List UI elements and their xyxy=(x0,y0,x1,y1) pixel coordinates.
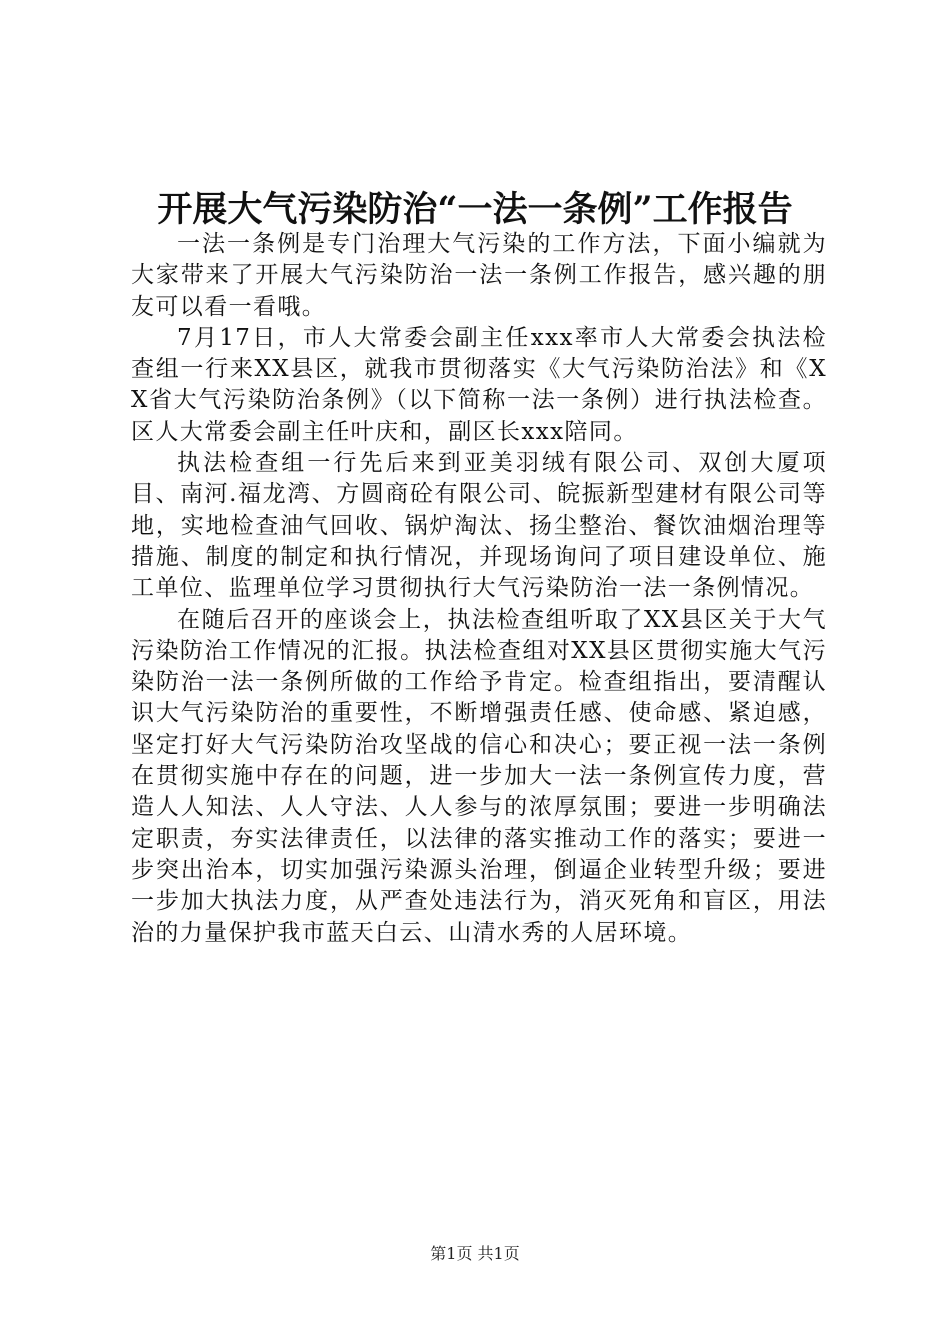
document-body xyxy=(131,229,827,949)
paragraph-inspection: 7月17日，市人大常委会副主任xxx率市人大常委会执法检查组一行来XX县区，就我市贯彻落实《大气污染防治法》和《XX省大气污染防治条例》（以下简称一法一条例）进行执法检查。区人大常委会副主任叶庆和，副区长xxx陪同。 xyxy=(131,324,827,445)
paragraph-site-visits: 执法检查组一行先后来到亚美羽绒有限公司、双创大厦项目、南河.福龙湾、方圆商砼有限公司、皖振新型建材有限公司等地，实地检查油气回收、锅炉淘汰、扬尘整治、餐饮油烟治理等措施、制度的制定和执行情况，并现场询问了项目建设单位、施工单位、监理单位学习贯彻执行大气污染防治一法一条例情况。 xyxy=(131,450,827,602)
page-footer: 第1页 共1页 xyxy=(430,1244,520,1263)
paragraph-intro: 一法一条例是专门治理大气污染的工作方法，下面小编就为大家带来了开展大气污染防治一法一条例工作报告，感兴趣的朋友可以看一看哦。 xyxy=(131,231,827,320)
paragraph-symposium: 在随后召开的座谈会上，执法检查组听取了XX县区关于大气污染防治工作情况的汇报。执法检查组对XX县区贯彻实施大气污染防治一法一条例所做的工作给予肯定。检查组指出，要清醒认识大气污染防治的重要性，不断增强责任感、使命感、紧迫感，坚定打好大气污染防治攻坚战的信心和决心；要正视一法一条例在贯彻实施中存在的问题，进一步加大一法一条例宣传力度，营造人人知法、人人守法、人人参与的浓厚氛围；要进一步明确法定职责，夯实法律责任，以法律的落实推动工作的落实；要进一步突出治本，切实加强污染源头治理，倒逼企业转型升级；要进一步加大执法力度，从严查处违法行为，消灭死角和盲区，用法治的力量保护我市蓝天白云、山清水秀的人居环境。 xyxy=(131,606,827,946)
document-title: 开展大气污染防治“一法一条例”工作报告 xyxy=(157,189,793,230)
